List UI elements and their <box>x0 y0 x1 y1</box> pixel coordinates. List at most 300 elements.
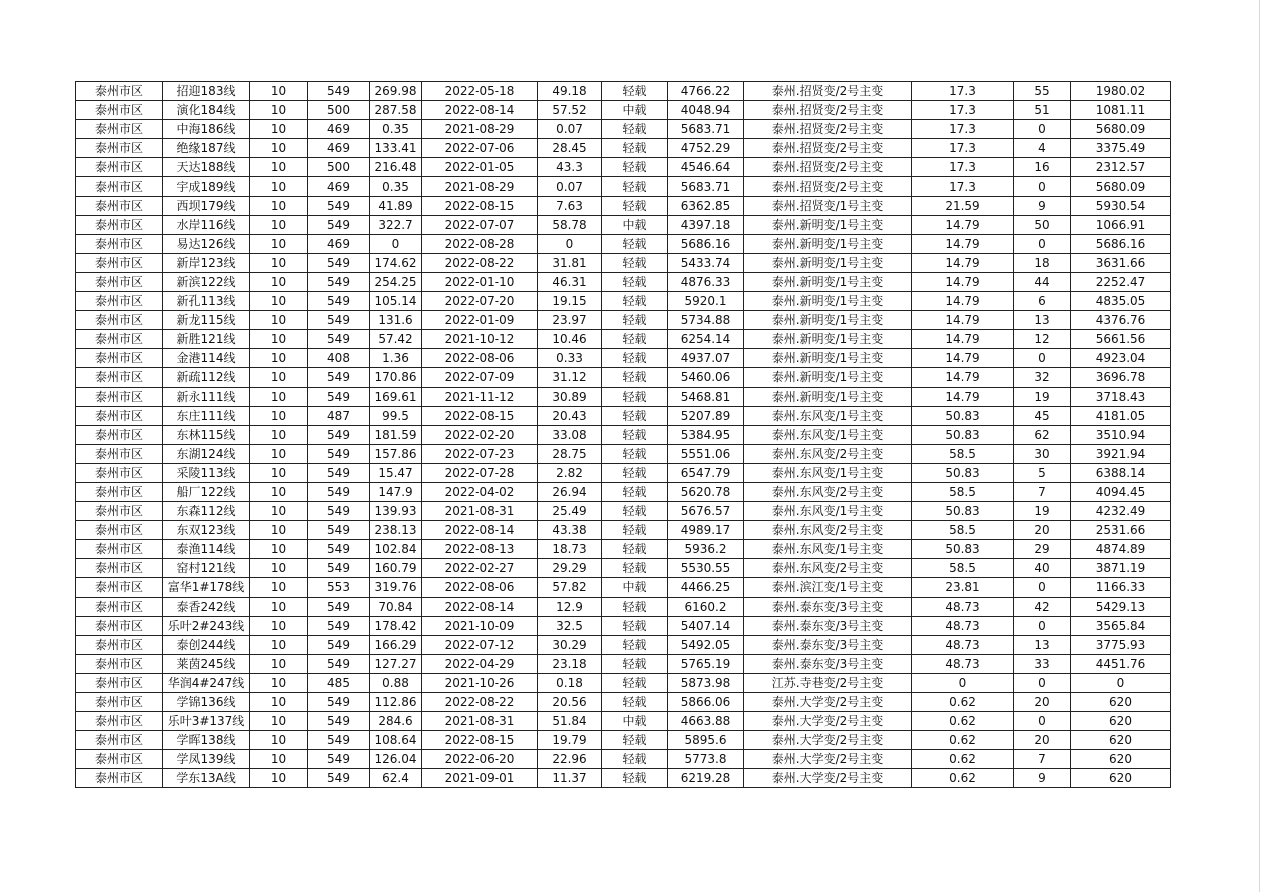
voltage-cell: 10 <box>250 635 308 654</box>
load-rate-cell: 57.52 <box>538 101 602 120</box>
load-cell: 57.42 <box>370 330 422 349</box>
capacity-cell: 549 <box>308 616 370 635</box>
load-status-cell: 轻载 <box>602 82 668 101</box>
load-status-cell: 轻载 <box>602 731 668 750</box>
voltage-cell: 10 <box>250 616 308 635</box>
remaining-capacity-cell: 4874.89 <box>1071 540 1171 559</box>
available-capacity-cell: 5433.74 <box>668 253 744 272</box>
voltage-cell: 10 <box>250 444 308 463</box>
count-cell: 44 <box>1014 272 1071 291</box>
line-name-cell: 新胜121线 <box>163 330 250 349</box>
region-cell: 泰州市区 <box>76 120 163 139</box>
count-cell: 20 <box>1014 521 1071 540</box>
table-row <box>76 196 1171 215</box>
load-status-cell: 轻载 <box>602 272 668 291</box>
remaining-capacity-cell: 620 <box>1071 693 1171 712</box>
voltage-cell: 10 <box>250 139 308 158</box>
region-cell: 泰州市区 <box>76 139 163 158</box>
remaining-capacity-cell: 0 <box>1071 673 1171 692</box>
count-cell: 0 <box>1014 673 1071 692</box>
load-rate-cell: 30.29 <box>538 635 602 654</box>
available-capacity-cell: 5407.14 <box>668 616 744 635</box>
transformer-load-cell: 17.3 <box>912 120 1014 139</box>
table-row <box>76 597 1171 616</box>
voltage-cell: 10 <box>250 82 308 101</box>
available-capacity-cell: 4048.94 <box>668 101 744 120</box>
transformer-cell: 泰州.东风变/1号主变 <box>744 540 912 559</box>
region-cell: 泰州市区 <box>76 654 163 673</box>
remaining-capacity-cell: 5686.16 <box>1071 234 1171 253</box>
line-name-cell: 华润4#247线 <box>163 673 250 692</box>
count-cell: 13 <box>1014 635 1071 654</box>
voltage-cell: 10 <box>250 272 308 291</box>
date-cell: 2022-08-06 <box>422 578 538 597</box>
remaining-capacity-cell: 5680.09 <box>1071 177 1171 196</box>
transformer-load-cell: 48.73 <box>912 616 1014 635</box>
transformer-cell: 泰州.东风变/1号主变 <box>744 502 912 521</box>
load-rate-cell: 10.46 <box>538 330 602 349</box>
remaining-capacity-cell: 3871.19 <box>1071 559 1171 578</box>
count-cell: 20 <box>1014 693 1071 712</box>
voltage-cell: 10 <box>250 559 308 578</box>
capacity-cell: 549 <box>308 215 370 234</box>
table-row <box>76 234 1171 253</box>
region-cell: 泰州市区 <box>76 272 163 291</box>
region-cell: 泰州市区 <box>76 158 163 177</box>
load-status-cell: 轻载 <box>602 330 668 349</box>
capacity-cell: 549 <box>308 712 370 731</box>
count-cell: 62 <box>1014 425 1071 444</box>
load-status-cell: 轻载 <box>602 635 668 654</box>
transformer-cell: 泰州.新明变/1号主变 <box>744 349 912 368</box>
count-cell: 9 <box>1014 769 1071 788</box>
table-row <box>76 82 1171 101</box>
date-cell: 2021-10-26 <box>422 673 538 692</box>
table-row <box>76 177 1171 196</box>
line-name-cell: 东森112线 <box>163 502 250 521</box>
load-cell: 169.61 <box>370 387 422 406</box>
voltage-cell: 10 <box>250 387 308 406</box>
load-status-cell: 轻载 <box>602 540 668 559</box>
line-name-cell: 东林115线 <box>163 425 250 444</box>
load-rate-cell: 51.84 <box>538 712 602 731</box>
capacity-cell: 549 <box>308 750 370 769</box>
date-cell: 2021-08-29 <box>422 177 538 196</box>
load-rate-cell: 23.18 <box>538 654 602 673</box>
line-name-cell: 乐叶2#243线 <box>163 616 250 635</box>
line-name-cell: 宇成189线 <box>163 177 250 196</box>
available-capacity-cell: 4397.18 <box>668 215 744 234</box>
load-rate-cell: 26.94 <box>538 482 602 501</box>
load-cell: 41.89 <box>370 196 422 215</box>
load-rate-cell: 28.45 <box>538 139 602 158</box>
table-row <box>76 139 1171 158</box>
count-cell: 18 <box>1014 253 1071 272</box>
load-cell: 181.59 <box>370 425 422 444</box>
load-cell: 0.35 <box>370 120 422 139</box>
count-cell: 12 <box>1014 330 1071 349</box>
transformer-load-cell: 50.83 <box>912 406 1014 425</box>
available-capacity-cell: 5683.71 <box>668 177 744 196</box>
load-cell: 131.6 <box>370 311 422 330</box>
load-cell: 269.98 <box>370 82 422 101</box>
remaining-capacity-cell: 620 <box>1071 731 1171 750</box>
load-cell: 216.48 <box>370 158 422 177</box>
remaining-capacity-cell: 1166.33 <box>1071 578 1171 597</box>
date-cell: 2022-08-14 <box>422 597 538 616</box>
line-name-cell: 学晖138线 <box>163 731 250 750</box>
transformer-load-cell: 0.62 <box>912 731 1014 750</box>
available-capacity-cell: 5492.05 <box>668 635 744 654</box>
transformer-load-cell: 17.3 <box>912 139 1014 158</box>
date-cell: 2021-08-31 <box>422 712 538 731</box>
line-name-cell: 金港114线 <box>163 349 250 368</box>
transformer-cell: 泰州.滨江变/1号主变 <box>744 578 912 597</box>
voltage-cell: 10 <box>250 597 308 616</box>
region-cell: 泰州市区 <box>76 578 163 597</box>
region-cell: 泰州市区 <box>76 769 163 788</box>
load-rate-cell: 29.29 <box>538 559 602 578</box>
count-cell: 30 <box>1014 444 1071 463</box>
count-cell: 20 <box>1014 731 1071 750</box>
page-edge-line <box>1259 0 1260 892</box>
load-rate-cell: 58.78 <box>538 215 602 234</box>
capacity-cell: 549 <box>308 311 370 330</box>
region-cell: 泰州市区 <box>76 712 163 731</box>
transformer-load-cell: 0.62 <box>912 712 1014 731</box>
remaining-capacity-cell: 620 <box>1071 712 1171 731</box>
transformer-cell: 泰州.新明变/1号主变 <box>744 311 912 330</box>
load-status-cell: 轻载 <box>602 139 668 158</box>
available-capacity-cell: 5384.95 <box>668 425 744 444</box>
region-cell: 泰州市区 <box>76 616 163 635</box>
line-name-cell: 窑村121线 <box>163 559 250 578</box>
table-row <box>76 693 1171 712</box>
date-cell: 2022-07-09 <box>422 368 538 387</box>
load-status-cell: 轻载 <box>602 769 668 788</box>
line-name-cell: 泰创244线 <box>163 635 250 654</box>
capacity-cell: 549 <box>308 292 370 311</box>
count-cell: 16 <box>1014 158 1071 177</box>
voltage-cell: 10 <box>250 712 308 731</box>
count-cell: 0 <box>1014 349 1071 368</box>
line-name-cell: 中海186线 <box>163 120 250 139</box>
transformer-cell: 江苏.寺巷变/2号主变 <box>744 673 912 692</box>
load-rate-cell: 43.3 <box>538 158 602 177</box>
date-cell: 2022-01-10 <box>422 272 538 291</box>
capacity-cell: 549 <box>308 463 370 482</box>
load-cell: 99.5 <box>370 406 422 425</box>
load-cell: 170.86 <box>370 368 422 387</box>
load-status-cell: 轻载 <box>602 349 668 368</box>
capacity-cell: 408 <box>308 349 370 368</box>
table-row <box>76 387 1171 406</box>
load-cell: 105.14 <box>370 292 422 311</box>
load-status-cell: 轻载 <box>602 311 668 330</box>
voltage-cell: 10 <box>250 215 308 234</box>
transformer-cell: 泰州.招贤变/2号主变 <box>744 158 912 177</box>
transformer-cell: 泰州.新明变/1号主变 <box>744 387 912 406</box>
transformer-cell: 泰州.泰东变/3号主变 <box>744 616 912 635</box>
load-rate-cell: 7.63 <box>538 196 602 215</box>
remaining-capacity-cell: 4094.45 <box>1071 482 1171 501</box>
capacity-cell: 487 <box>308 406 370 425</box>
load-status-cell: 轻载 <box>602 177 668 196</box>
table-row <box>76 368 1171 387</box>
load-cell: 0.35 <box>370 177 422 196</box>
region-cell: 泰州市区 <box>76 406 163 425</box>
remaining-capacity-cell: 3631.66 <box>1071 253 1171 272</box>
date-cell: 2021-08-29 <box>422 120 538 139</box>
available-capacity-cell: 6254.14 <box>668 330 744 349</box>
region-cell: 泰州市区 <box>76 673 163 692</box>
region-cell: 泰州市区 <box>76 196 163 215</box>
available-capacity-cell: 4876.33 <box>668 272 744 291</box>
voltage-cell: 10 <box>250 769 308 788</box>
load-status-cell: 轻载 <box>602 750 668 769</box>
transformer-load-cell: 23.81 <box>912 578 1014 597</box>
transformer-cell: 泰州.大学变/2号主变 <box>744 750 912 769</box>
line-name-cell: 演化184线 <box>163 101 250 120</box>
available-capacity-cell: 5207.89 <box>668 406 744 425</box>
transformer-load-cell: 17.3 <box>912 82 1014 101</box>
load-rate-cell: 19.15 <box>538 292 602 311</box>
line-name-cell: 泰渔114线 <box>163 540 250 559</box>
load-cell: 108.64 <box>370 731 422 750</box>
capacity-cell: 549 <box>308 521 370 540</box>
load-rate-cell: 0.33 <box>538 349 602 368</box>
load-cell: 0.88 <box>370 673 422 692</box>
line-name-cell: 采陵113线 <box>163 463 250 482</box>
available-capacity-cell: 6160.2 <box>668 597 744 616</box>
available-capacity-cell: 6362.85 <box>668 196 744 215</box>
load-status-cell: 轻载 <box>602 521 668 540</box>
table-row <box>76 158 1171 177</box>
load-cell: 157.86 <box>370 444 422 463</box>
transformer-cell: 泰州.新明变/1号主变 <box>744 234 912 253</box>
voltage-cell: 10 <box>250 177 308 196</box>
transformer-load-cell: 17.3 <box>912 158 1014 177</box>
transformer-load-cell: 14.79 <box>912 349 1014 368</box>
remaining-capacity-cell: 3696.78 <box>1071 368 1171 387</box>
date-cell: 2021-10-09 <box>422 616 538 635</box>
load-cell: 15.47 <box>370 463 422 482</box>
load-status-cell: 轻载 <box>602 196 668 215</box>
transformer-cell: 泰州.泰东变/3号主变 <box>744 597 912 616</box>
available-capacity-cell: 5765.19 <box>668 654 744 673</box>
load-status-cell: 轻载 <box>602 425 668 444</box>
date-cell: 2022-08-14 <box>422 101 538 120</box>
remaining-capacity-cell: 3718.43 <box>1071 387 1171 406</box>
count-cell: 33 <box>1014 654 1071 673</box>
transformer-load-cell: 14.79 <box>912 292 1014 311</box>
remaining-capacity-cell: 620 <box>1071 769 1171 788</box>
date-cell: 2022-08-15 <box>422 196 538 215</box>
load-rate-cell: 0.07 <box>538 177 602 196</box>
remaining-capacity-cell: 3921.94 <box>1071 444 1171 463</box>
transformer-cell: 泰州.新明变/1号主变 <box>744 330 912 349</box>
capacity-cell: 549 <box>308 444 370 463</box>
transformer-cell: 泰州.东风变/2号主变 <box>744 482 912 501</box>
count-cell: 32 <box>1014 368 1071 387</box>
capacity-cell: 549 <box>308 693 370 712</box>
transformer-cell: 泰州.新明变/1号主变 <box>744 253 912 272</box>
count-cell: 6 <box>1014 292 1071 311</box>
date-cell: 2022-07-20 <box>422 292 538 311</box>
voltage-cell: 10 <box>250 101 308 120</box>
available-capacity-cell: 4466.25 <box>668 578 744 597</box>
remaining-capacity-cell: 2531.66 <box>1071 521 1171 540</box>
line-name-cell: 学凤139线 <box>163 750 250 769</box>
count-cell: 0 <box>1014 578 1071 597</box>
table-row <box>76 578 1171 597</box>
load-status-cell: 轻载 <box>602 158 668 177</box>
load-status-cell: 轻载 <box>602 616 668 635</box>
region-cell: 泰州市区 <box>76 253 163 272</box>
capacity-cell: 549 <box>308 482 370 501</box>
capacity-cell: 549 <box>308 272 370 291</box>
region-cell: 泰州市区 <box>76 540 163 559</box>
capacity-cell: 485 <box>308 673 370 692</box>
remaining-capacity-cell: 5930.54 <box>1071 196 1171 215</box>
load-rate-cell: 33.08 <box>538 425 602 444</box>
region-cell: 泰州市区 <box>76 502 163 521</box>
date-cell: 2022-02-27 <box>422 559 538 578</box>
transformer-load-cell: 14.79 <box>912 311 1014 330</box>
load-cell: 0 <box>370 234 422 253</box>
voltage-cell: 10 <box>250 731 308 750</box>
table-row <box>76 444 1171 463</box>
load-cell: 174.62 <box>370 253 422 272</box>
available-capacity-cell: 5468.81 <box>668 387 744 406</box>
date-cell: 2022-08-15 <box>422 406 538 425</box>
remaining-capacity-cell: 1980.02 <box>1071 82 1171 101</box>
load-status-cell: 中载 <box>602 215 668 234</box>
load-status-cell: 轻载 <box>602 502 668 521</box>
line-name-cell: 易达126线 <box>163 234 250 253</box>
voltage-cell: 10 <box>250 693 308 712</box>
load-cell: 319.76 <box>370 578 422 597</box>
available-capacity-cell: 5773.8 <box>668 750 744 769</box>
voltage-cell: 10 <box>250 673 308 692</box>
available-capacity-cell: 4937.07 <box>668 349 744 368</box>
date-cell: 2022-07-07 <box>422 215 538 234</box>
load-status-cell: 轻载 <box>602 444 668 463</box>
voltage-cell: 10 <box>250 425 308 444</box>
count-cell: 50 <box>1014 215 1071 234</box>
available-capacity-cell: 4766.22 <box>668 82 744 101</box>
load-rate-cell: 20.43 <box>538 406 602 425</box>
load-cell: 166.29 <box>370 635 422 654</box>
capacity-cell: 549 <box>308 330 370 349</box>
region-cell: 泰州市区 <box>76 330 163 349</box>
remaining-capacity-cell: 4232.49 <box>1071 502 1171 521</box>
table-row <box>76 616 1171 635</box>
table-body <box>76 82 1171 788</box>
transformer-load-cell: 58.5 <box>912 559 1014 578</box>
remaining-capacity-cell: 4923.04 <box>1071 349 1171 368</box>
transformer-cell: 泰州.招贤变/2号主变 <box>744 177 912 196</box>
date-cell: 2022-04-02 <box>422 482 538 501</box>
transformer-cell: 泰州.东风变/2号主变 <box>744 521 912 540</box>
count-cell: 0 <box>1014 616 1071 635</box>
available-capacity-cell: 5686.16 <box>668 234 744 253</box>
load-rate-cell: 30.89 <box>538 387 602 406</box>
line-name-cell: 富华1#178线 <box>163 578 250 597</box>
load-status-cell: 轻载 <box>602 559 668 578</box>
transformer-cell: 泰州.新明变/1号主变 <box>744 292 912 311</box>
voltage-cell: 10 <box>250 253 308 272</box>
capacity-cell: 469 <box>308 139 370 158</box>
available-capacity-cell: 4752.29 <box>668 139 744 158</box>
load-rate-cell: 23.97 <box>538 311 602 330</box>
transformer-cell: 泰州.泰东变/3号主变 <box>744 654 912 673</box>
region-cell: 泰州市区 <box>76 693 163 712</box>
line-name-cell: 天达188线 <box>163 158 250 177</box>
line-name-cell: 招迎183线 <box>163 82 250 101</box>
load-status-cell: 轻载 <box>602 673 668 692</box>
transformer-load-cell: 14.79 <box>912 368 1014 387</box>
load-status-cell: 轻载 <box>602 463 668 482</box>
line-name-cell: 学东13A线 <box>163 769 250 788</box>
capacity-cell: 549 <box>308 196 370 215</box>
table-row <box>76 330 1171 349</box>
count-cell: 55 <box>1014 82 1071 101</box>
load-cell: 133.41 <box>370 139 422 158</box>
transformer-cell: 泰州.东风变/1号主变 <box>744 463 912 482</box>
available-capacity-cell: 6547.79 <box>668 463 744 482</box>
line-name-cell: 新龙115线 <box>163 311 250 330</box>
voltage-cell: 10 <box>250 502 308 521</box>
voltage-cell: 10 <box>250 406 308 425</box>
region-cell: 泰州市区 <box>76 292 163 311</box>
transformer-load-cell: 50.83 <box>912 463 1014 482</box>
available-capacity-cell: 5920.1 <box>668 292 744 311</box>
count-cell: 7 <box>1014 482 1071 501</box>
load-cell: 178.42 <box>370 616 422 635</box>
load-rate-cell: 25.49 <box>538 502 602 521</box>
date-cell: 2022-01-09 <box>422 311 538 330</box>
date-cell: 2022-08-13 <box>422 540 538 559</box>
load-rate-cell: 2.82 <box>538 463 602 482</box>
table-row <box>76 482 1171 501</box>
transformer-load-cell: 0.62 <box>912 769 1014 788</box>
voltage-cell: 10 <box>250 463 308 482</box>
transformer-load-cell: 58.5 <box>912 482 1014 501</box>
date-cell: 2022-06-20 <box>422 750 538 769</box>
date-cell: 2022-07-12 <box>422 635 538 654</box>
line-name-cell: 新滨122线 <box>163 272 250 291</box>
transformer-load-cell: 50.83 <box>912 540 1014 559</box>
table-row <box>76 540 1171 559</box>
date-cell: 2021-11-12 <box>422 387 538 406</box>
table-row <box>76 272 1171 291</box>
voltage-cell: 10 <box>250 521 308 540</box>
load-status-cell: 轻载 <box>602 120 668 139</box>
load-rate-cell: 0.07 <box>538 120 602 139</box>
voltage-cell: 10 <box>250 349 308 368</box>
transformer-cell: 泰州.大学变/2号主变 <box>744 712 912 731</box>
load-cell: 102.84 <box>370 540 422 559</box>
remaining-capacity-cell: 3565.84 <box>1071 616 1171 635</box>
table-row <box>76 253 1171 272</box>
transformer-load-cell: 48.73 <box>912 635 1014 654</box>
load-status-cell: 轻载 <box>602 253 668 272</box>
load-cell: 127.27 <box>370 654 422 673</box>
load-status-cell: 中载 <box>602 712 668 731</box>
voltage-cell: 10 <box>250 120 308 139</box>
transformer-load-cell: 0.62 <box>912 750 1014 769</box>
